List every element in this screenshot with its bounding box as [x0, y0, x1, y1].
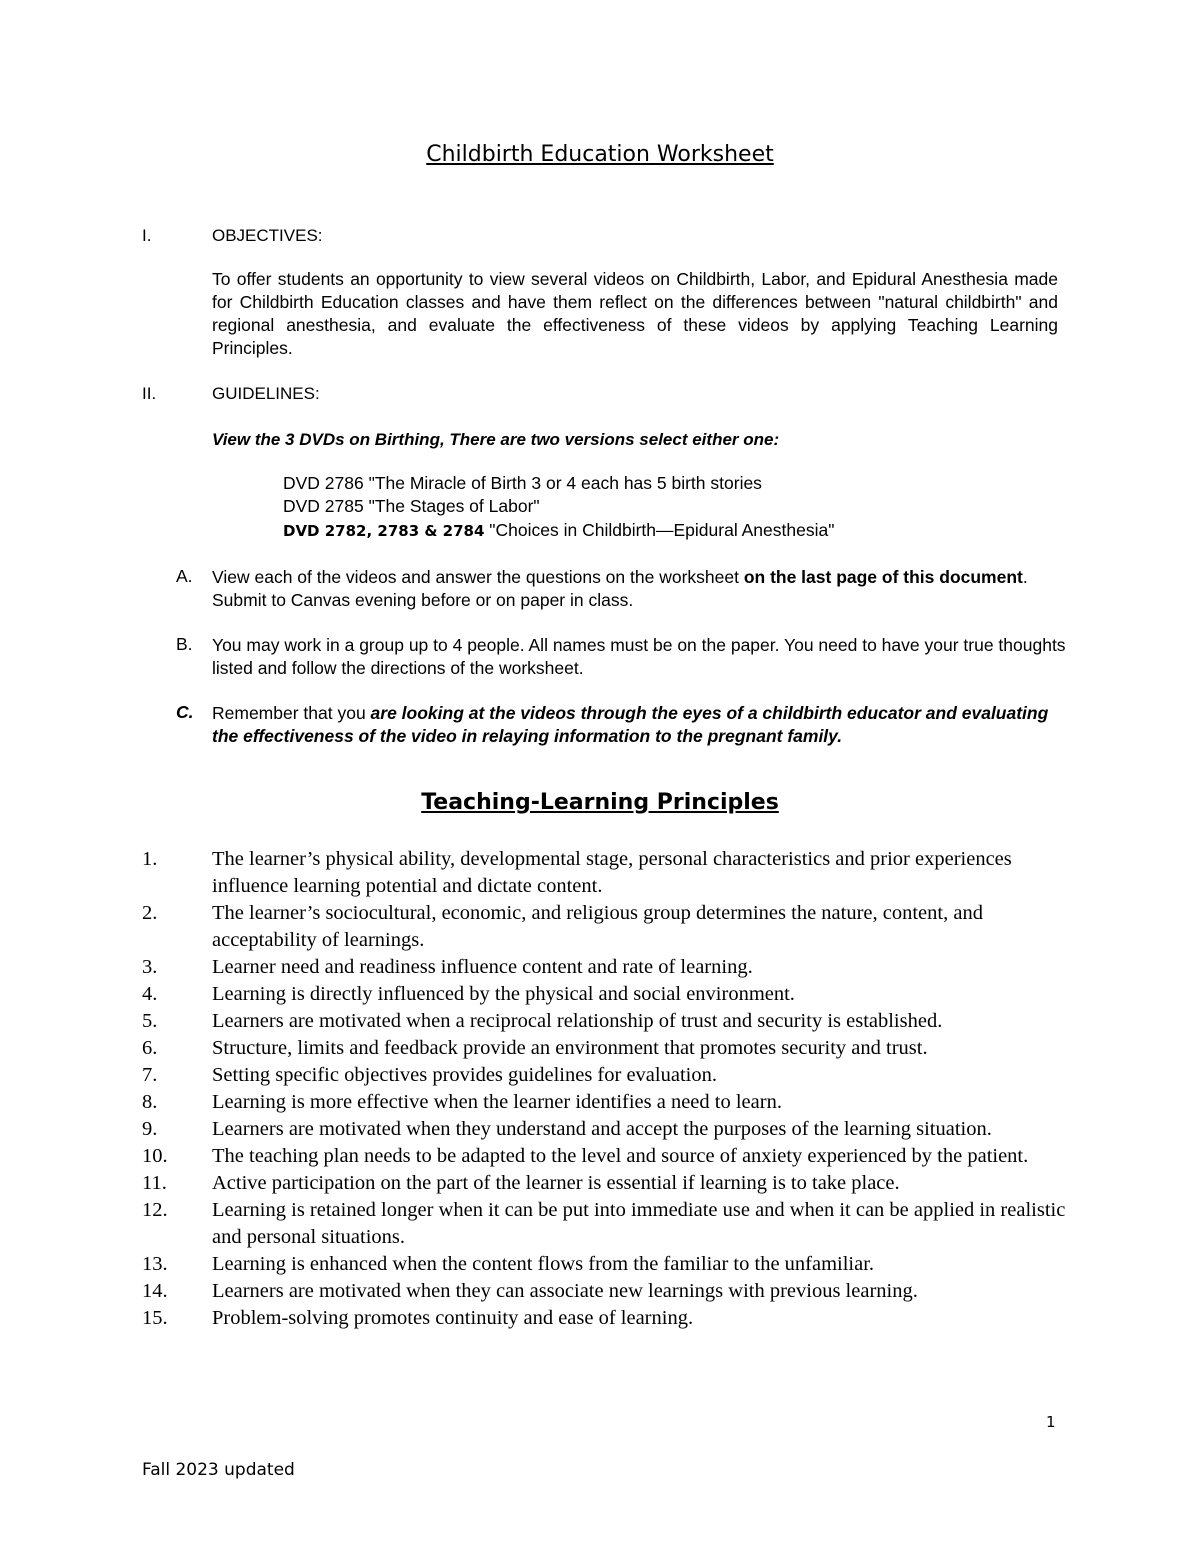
principle-item: [142, 1170, 1072, 1197]
principle-number: 7.: [142, 1064, 158, 1086]
principle-text: Learning is more effective when the learner identifies a need to learn.: [212, 1091, 782, 1113]
guidelines-instruction: View the 3 DVDs on Birthing, There are two versions select either one:: [212, 430, 780, 449]
principle-number: 12.: [142, 1199, 168, 1221]
principle-item: [142, 1062, 1072, 1089]
footer-text: Fall 2023 updated: [142, 1460, 295, 1480]
principle-item: [142, 900, 1072, 954]
guideline-a-part2: . Submit to Canvas evening before or on paper in class.: [212, 567, 1028, 610]
principle-number: 5.: [142, 1010, 158, 1032]
principle-text: Learning is enhanced when the content flows from the familiar to the unfamiliar.: [212, 1253, 875, 1275]
guidelines-heading: GUIDELINES:: [212, 384, 320, 403]
principle-item: [142, 1116, 1072, 1143]
principle-item: [142, 1278, 1072, 1305]
principle-number: 13.: [142, 1253, 168, 1275]
principle-number: 3.: [142, 956, 158, 978]
principle-number: 9.: [142, 1118, 158, 1140]
principle-text: Active participation on the part of the learner is essential if learning is to take place.: [212, 1172, 900, 1194]
guideline-c-part1: Remember that you: [212, 703, 371, 723]
dvd-item-1-text: DVD 2786 "The Miracle of Birth 3 or 4 each has 5 birth stories: [283, 473, 762, 493]
page-number: 1: [1046, 1413, 1056, 1431]
principle-number: 2.: [142, 902, 158, 924]
principle-item: [142, 846, 1072, 900]
document-title: Childbirth Education Worksheet: [426, 142, 774, 167]
dvd-item-1: [283, 473, 762, 494]
principle-text: Structure, limits and feedback provide an environment that promotes security and trust.: [212, 1037, 928, 1059]
principle-number: 1.: [142, 848, 158, 870]
principle-item: [142, 1035, 1072, 1062]
principle-text: The teaching plan needs to be adapted to the level and source of anxiety experienced by the patient.: [212, 1145, 1029, 1167]
section-2-numeral: II.: [142, 384, 157, 403]
principle-number: 10.: [142, 1145, 168, 1167]
principle-number: 4.: [142, 983, 158, 1005]
principle-text: The learner’s physical ability, developmental stage, personal characteristics and prior experiences influence learning potential and dictate content.: [212, 848, 1012, 897]
principle-item: [142, 954, 1072, 981]
guideline-b-text: You may work in a group up to 4 people. All names must be on the paper. You need to have your true thoughts listed and follow the directions of the worksheet.: [212, 635, 1066, 678]
section-1-numeral: I.: [142, 226, 152, 245]
guideline-c-text: [212, 702, 1062, 748]
guideline-b-letter: B.: [176, 634, 193, 654]
principles-title: Teaching-Learning Principles: [421, 790, 779, 815]
principle-item: [142, 1008, 1072, 1035]
guideline-a-bold: on the last page of this document: [743, 567, 1023, 587]
principle-text: Learner need and readiness influence content and rate of learning.: [212, 956, 753, 978]
principle-text: Learners are motivated when they can associate new learnings with previous learning.: [212, 1280, 918, 1302]
principle-item: [142, 1143, 1072, 1170]
principle-text: Learning is directly influenced by the physical and social environment.: [212, 983, 795, 1005]
principle-number: 8.: [142, 1091, 158, 1113]
guideline-a-text: [212, 566, 1052, 612]
principle-number: 15.: [142, 1307, 168, 1329]
objectives-text: To offer students an opportunity to view several videos on Childbirth, Labor, and Epidural Anesthesia made for Childbirth Education classes and have them reflect on the differences between "natural childbirth" and regional anesthesia, and evaluate the effectiveness of these videos by applying Teaching Learning Principles.: [212, 269, 1058, 358]
guideline-a-letter: A.: [176, 566, 193, 586]
principle-number: 6.: [142, 1037, 158, 1059]
dvd-item-3-code: DVD 2782, 2783 & 2784: [283, 522, 485, 540]
principle-text: Problem-solving promotes continuity and ease of learning.: [212, 1307, 694, 1329]
principles-list: [142, 846, 1072, 1332]
principle-text: Learners are motivated when they understand and accept the purposes of the learning situation.: [212, 1118, 992, 1140]
dvd-item-3-text: "Choices in Childbirth—Epidural Anesthesia": [484, 520, 835, 540]
principle-number: 11.: [142, 1172, 167, 1194]
principle-number: 14.: [142, 1280, 168, 1302]
dvd-item-2: [283, 496, 540, 517]
guideline-c-emphasis: are looking at the videos through the eyes of a childbirth educator and evaluating the effectiveness of the video in relaying information to the pregnant family.: [212, 703, 1049, 746]
principle-item: [142, 1305, 1072, 1332]
principle-item: [142, 1251, 1072, 1278]
objectives-heading: OBJECTIVES:: [212, 226, 323, 245]
principle-text: Setting specific objectives provides guidelines for evaluation.: [212, 1064, 717, 1086]
principle-item: [142, 1089, 1072, 1116]
dvd-item-3: [283, 520, 834, 541]
principle-text: The learner’s sociocultural, economic, and religious group determines the nature, content, and acceptability of learnings.: [212, 902, 983, 951]
principle-item: [142, 981, 1072, 1008]
dvd-item-2-text: DVD 2785 "The Stages of Labor": [283, 496, 540, 516]
principle-text: Learners are motivated when a reciprocal relationship of trust and security is established.: [212, 1010, 943, 1032]
guideline-c-letter: C.: [176, 702, 194, 722]
principle-text: Learning is retained longer when it can be put into immediate use and when it can be applied in realistic and personal situations.: [212, 1199, 1066, 1248]
principle-item: [142, 1197, 1072, 1251]
guideline-a-part1: View each of the videos and answer the questions on the worksheet: [212, 567, 744, 587]
